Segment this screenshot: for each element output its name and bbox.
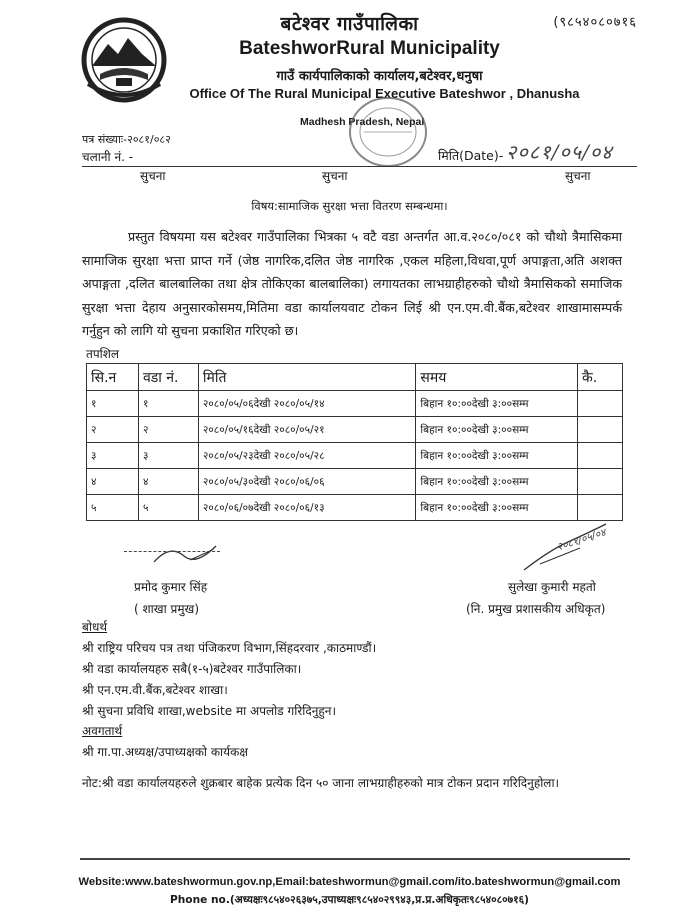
footer-divider — [80, 858, 630, 860]
cell-ward: १ — [138, 391, 198, 417]
left-signatory-name: प्रमोद कुमार सिंह — [134, 580, 208, 594]
right-signatory-name: सुलेखा कुमारी महतो — [508, 580, 596, 594]
cc-item: श्री सुचना प्रविधि शाखा,website मा अपलोड गरिदिनुहुन। — [82, 704, 337, 718]
dispatch-number: चलानी नं. - — [82, 150, 134, 164]
cc-item: श्री राष्ट्रिय परिचय पत्र तथा पंजिकरण विभाग,सिंहदरवार ,काठमाण्डौं। — [82, 641, 377, 655]
right-signature-date: २०८१/०५/०४ — [555, 526, 608, 554]
cell-remarks — [578, 443, 623, 469]
cell-date: २०८०/०५/१६देखी २०८०/०५/२१ — [198, 417, 416, 443]
notice-label-center: सुचना — [322, 169, 348, 183]
cell-ward: ५ — [138, 495, 198, 521]
subject-line: विषय:सामाजिक सुरक्षा भत्ता वितरण सम्बन्धमा। — [251, 199, 448, 213]
cc-heading: बोधर्थ — [82, 620, 108, 634]
header-time: समय — [416, 364, 578, 391]
cell-time: बिहान १०:००देखी ३:००सम्म — [416, 443, 578, 469]
cell-time: बिहान १०:००देखी ३:००सम्म — [416, 495, 578, 521]
header-ward: वडा नं. — [138, 364, 198, 391]
office-name-np: गाउँ कार्यपालिकाको कार्यालय,बटेश्वर,धनुषा — [276, 69, 483, 84]
reference-number: पत्र संख्याः-२०८१/०८२ — [82, 133, 171, 146]
cell-remarks — [578, 391, 623, 417]
table-row — [87, 417, 623, 443]
cell-time: बिहान १०:००देखी ३:००सम्म — [416, 391, 578, 417]
left-signature-line — [124, 551, 220, 552]
province-line: Madhesh Pradesh, Nepal — [300, 116, 425, 128]
footer-phone: Phone no.(अध्यक्षः९८५४०२६३७५,उपाध्यक्षः९८५४०२९९४३,प्र.प्र.अधिकृतः९८५४०८०७१६) — [170, 894, 529, 906]
cell-time: बिहान १०:००देखी ३:००सम्म — [416, 469, 578, 495]
cc-item: श्री एन.एम.वी.बैंक,बटेश्वर शाखा। — [82, 683, 228, 697]
note-text: नोट:श्री वडा कार्यालयहरुले शुक्रबार बाहेक प्रत्येक दिन ५० जाना लाभग्राहीहरुको मात्र टोकन प्रदान गरिदिनुहोला। — [82, 776, 560, 790]
header-date: मिति — [198, 364, 416, 391]
cell-serial: ४ — [87, 469, 139, 495]
cell-time: बिहान १०:००देखी ३:००सम्म — [416, 417, 578, 443]
table-row — [87, 391, 623, 417]
footer-contact: Website:www.bateshwormun.gov.np,Email:bateshwormun@gmail.com/ito.bateshwormun@gmail.com — [78, 876, 621, 888]
notice-label-left: सुचना — [140, 169, 166, 183]
municipality-title-en: BateshworRural Municipality — [239, 38, 500, 59]
table-row — [87, 495, 623, 521]
body-paragraph: प्रस्तुत विषयमा यस बटेश्वर गाउँपालिका भित्रका ५ वटै वडा अन्तर्गत आ.व.२०८०/०८१ को चौथो त्रैमासिकमा सामाजिक सुरक्षा भत्ता प्राप्त गर्ने (जेष्ठ नागरिक,दलित जेष्ठ नागरिक ,एकल महिला,विधवा,पूर्ण अपाङ्गता,अति अशक्त अपाङ्गता ,दलित बालबालिका तथा क्षेत्र तोकिएका बालबालिका) लगायतका लाभग्राहीहरुको चौथो त्रैमासिकको समाजिक सुरक्षा भत्ता देहाय अनुसारकोसमय,मितिमा वडा कार्यालयवाट टोकन लिई श्री एन.एम.वी.बैंक,बटेश्वर शाखामासम्पर्क गर्नुहुन को लागि यो सुचना प्रकाशित गरिएको छ। — [82, 229, 622, 338]
office-stamp — [346, 92, 430, 172]
cell-remarks — [578, 469, 623, 495]
notice-label-right: सुचना — [565, 169, 591, 183]
cell-ward: ४ — [138, 469, 198, 495]
handwritten-date: २०८१/०५/०४ — [506, 140, 613, 164]
header-remarks: कै. — [578, 364, 623, 391]
cell-ward: ३ — [138, 443, 198, 469]
table-row — [87, 469, 623, 495]
office-name-en: Office Of The Rural Municipal Executive Bateshwor , Dhanusha — [189, 86, 580, 101]
table-row — [87, 443, 623, 469]
schedule-table — [86, 363, 623, 521]
cell-serial: २ — [87, 417, 139, 443]
cell-serial: ५ — [87, 495, 139, 521]
cell-date: २०८०/०५/२३देखी २०८०/०५/२८ — [198, 443, 416, 469]
cell-date: २०८०/०५/०६देखी २०८०/०५/१४ — [198, 391, 416, 417]
header-serial: सि.न — [87, 364, 139, 391]
table-header-row — [87, 364, 623, 391]
left-signature-mark — [150, 540, 220, 568]
cc-item: श्री वडा कार्यालयहरु सबै(१-५)बटेश्वर गाउँपालिका। — [82, 662, 302, 676]
table-title: तपशिल — [86, 347, 120, 361]
left-signatory-title: ( शाखा प्रमुख) — [134, 602, 200, 616]
action-heading: अवगतार्थ — [82, 724, 123, 738]
cell-remarks — [578, 417, 623, 443]
cell-date: २०८०/०६/०७देखी २०८०/०६/१३ — [198, 495, 416, 521]
date-label: मिति(Date)- — [438, 148, 504, 163]
cell-serial: १ — [87, 391, 139, 417]
right-signatory-title: (नि. प्रमुख प्रशासकीय अधिकृत) — [466, 602, 606, 616]
cell-remarks — [578, 495, 623, 521]
cell-serial: ३ — [87, 443, 139, 469]
cell-ward: २ — [138, 417, 198, 443]
cell-date: २०८०/०५/३०देखी २०८०/०६/०६ — [198, 469, 416, 495]
action-item: श्री गा.पा.अध्यक्ष/उपाध्यक्षको कार्यकक्ष — [82, 745, 248, 759]
top-phone-number: (९८५४०८०७१६ — [553, 15, 637, 30]
municipality-title-np: बटेश्वर गाउँपालिका — [280, 13, 419, 35]
